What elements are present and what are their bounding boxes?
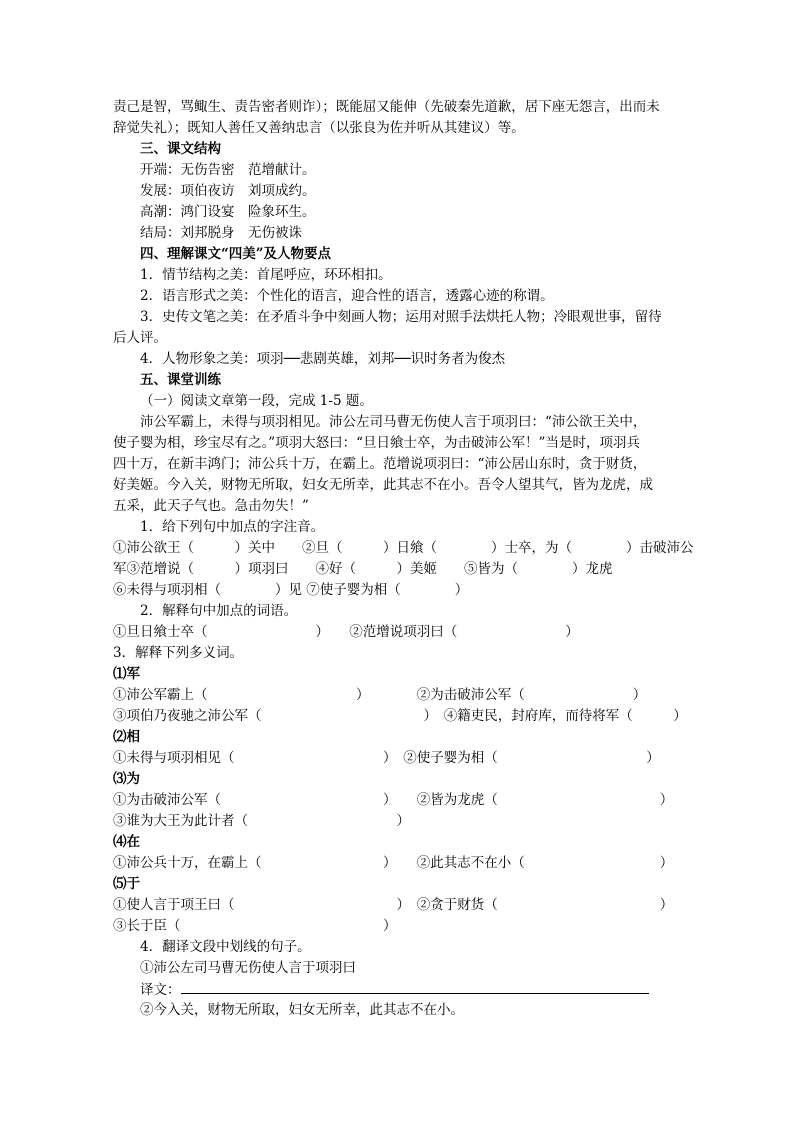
line-text: 结局：刘邦脱身 无伤被诛	[140, 225, 302, 241]
line-text: 3．史传文笔之美：在矛盾斗争中刻画人物；运用对照手法烘托人物；冷眼观世事，留待	[140, 309, 662, 325]
text-line	[140, 307, 662, 328]
text-line	[113, 748, 660, 769]
text-line	[113, 622, 579, 643]
line-text: 后人评。	[113, 330, 167, 346]
line-text: 开端：无伤告密 范增献计。	[140, 162, 316, 178]
text-line	[113, 475, 653, 496]
section-heading	[113, 832, 140, 853]
line-text: ①沛公兵十万，在霸上（ ） ②此其志不在小（ ）	[113, 855, 674, 871]
line-text: ⑶为	[113, 771, 140, 787]
line-text: 1．给下列句中加点的字注音。	[140, 519, 325, 535]
line-text: （一）阅读文章第一段，完成 1-5 题。	[140, 393, 373, 409]
line-text: ⑷在	[113, 834, 140, 850]
line-text: 好美姬。今入关，财物无所取，妇女无所幸，此其志不在小。吾令人望其气，皆为龙虎，成	[113, 477, 653, 493]
line-text: 3．解释下列多义词。	[113, 645, 244, 661]
section-heading	[113, 769, 140, 790]
line-text: 三、课文结构	[140, 141, 221, 157]
line-text: ③项伯乃夜驰之沛公军（ ） ④籍吏民，封府库，而待将军（ ）	[113, 708, 687, 724]
text-line	[140, 286, 554, 307]
text-line	[140, 202, 316, 223]
line-text: ①沛公欲王（ ）关中 ②旦（ ）日飨（ ）士卒，为（ ）击破沛公	[113, 540, 694, 556]
text-line	[113, 559, 613, 580]
line-text: 沛公军霸上，未得与项羽相见。沛公左司马曹无伤使人言于项羽曰：“沛公欲王关中，	[140, 414, 647, 430]
line-text: 4．翻译文段中划线的句子。	[140, 939, 311, 955]
line-text: ①使人言于项王曰（ ） ②贪于财货（ ）	[113, 897, 674, 913]
line-text: ⑥未得与项羽相（ ）见 ⑦使子婴为相（ ）	[113, 582, 469, 598]
line-text: ①为击破沛公军（ ） ②皆为龙虎（ ）	[113, 792, 674, 808]
answer-blank-line[interactable]	[181, 979, 649, 994]
text-line	[113, 538, 694, 559]
line-text: 五、课堂训练	[140, 372, 221, 388]
line-text: ⑵相	[113, 729, 140, 745]
text-line	[140, 181, 316, 202]
text-line	[113, 706, 687, 727]
line-text: ①沛公左司马曹无伤使人言于项羽曰	[140, 960, 356, 976]
text-line	[140, 958, 356, 979]
section-heading	[113, 874, 140, 895]
line-text: 使子婴为相，珍宝尽有之。”项羽大怒曰：“旦日飨士卒，为击破沛公军！”当是时，项羽兵	[113, 435, 640, 451]
line-text: 发展：项伯夜访 刘项成约。	[140, 183, 316, 199]
line-text: ①旦日飨士卒（ ） ②范增说项羽曰（ ）	[113, 624, 579, 640]
section-heading	[113, 727, 140, 748]
text-line	[140, 265, 392, 286]
text-line	[113, 895, 673, 916]
text-line	[113, 328, 167, 349]
line-text: 辞觉失礼）；既知人善任又善纳忠言（以张良为佐并听从其建议）等。	[113, 120, 525, 136]
text-line	[113, 811, 410, 832]
section-heading	[140, 139, 221, 160]
text-line	[140, 937, 311, 958]
text-line	[140, 412, 646, 433]
text-line	[140, 1000, 464, 1021]
text-line	[113, 790, 673, 811]
text-line	[140, 223, 302, 244]
line-text: 四十万，在新丰鸿门；沛公兵十万，在霸上。范增说项羽曰：“沛公居山东时，贪于财货，	[113, 456, 647, 472]
line-text: ⑴军	[113, 666, 140, 682]
text-line	[113, 496, 309, 517]
text-line	[113, 853, 673, 874]
text-line	[113, 97, 660, 118]
text-line	[140, 517, 324, 538]
text-line	[113, 580, 468, 601]
line-text: ①沛公军霸上（ ） ②为击破沛公军（ ）	[113, 687, 647, 703]
line-text: 责己是智，骂鲰生、责告密者则诈）；既能屈又能伸（先破秦先道歉，居下座无怨言，出而未	[113, 99, 660, 115]
text-line	[140, 979, 649, 1001]
line-text: 军③范增说（ ）项羽曰 ④好（ ）美姬 ⑤皆为（ ）龙虎	[113, 561, 613, 577]
line-text: 2．语言形式之美：个性化的语言，迎合性的语言，透露心迹的称谓。	[140, 288, 554, 304]
line-text: ③谁为大王为此计者（ ）	[113, 813, 410, 829]
text-line	[113, 454, 646, 475]
section-heading	[140, 370, 221, 391]
text-line	[140, 349, 505, 370]
section-heading	[140, 244, 331, 265]
line-text: ①未得与项羽相见（ ） ②使子婴为相（ ）	[113, 750, 660, 766]
text-line	[140, 160, 316, 181]
line-text: 2．解释句中加点的词语。	[140, 603, 298, 619]
line-text: ②今入关，财物无所取，妇女无所幸，此其志不在小。	[140, 1002, 464, 1018]
text-line	[113, 118, 525, 139]
text-line	[113, 685, 646, 706]
text-line	[113, 433, 640, 454]
section-heading	[113, 664, 140, 685]
text-line	[140, 601, 297, 622]
text-line	[113, 643, 243, 664]
line-text: 译文：	[140, 982, 181, 998]
text-line	[140, 391, 373, 412]
line-text: ③长于臣（ ）	[113, 918, 397, 934]
line-text: 1．情节结构之美：首尾呼应，环环相扣。	[140, 267, 392, 283]
line-text: ⑸于	[113, 876, 140, 892]
line-text: 高潮：鸿门设宴 险象环生。	[140, 204, 316, 220]
line-text: 4．人物形象之美：项羽──悲剧英雄，刘邦──识时务者为俊杰	[140, 351, 506, 367]
text-line	[113, 916, 397, 937]
line-text: 四、理解课文“四美”及人物要点	[140, 246, 332, 262]
line-text: 五采，此天子气也。急击勿失！”	[113, 498, 309, 514]
